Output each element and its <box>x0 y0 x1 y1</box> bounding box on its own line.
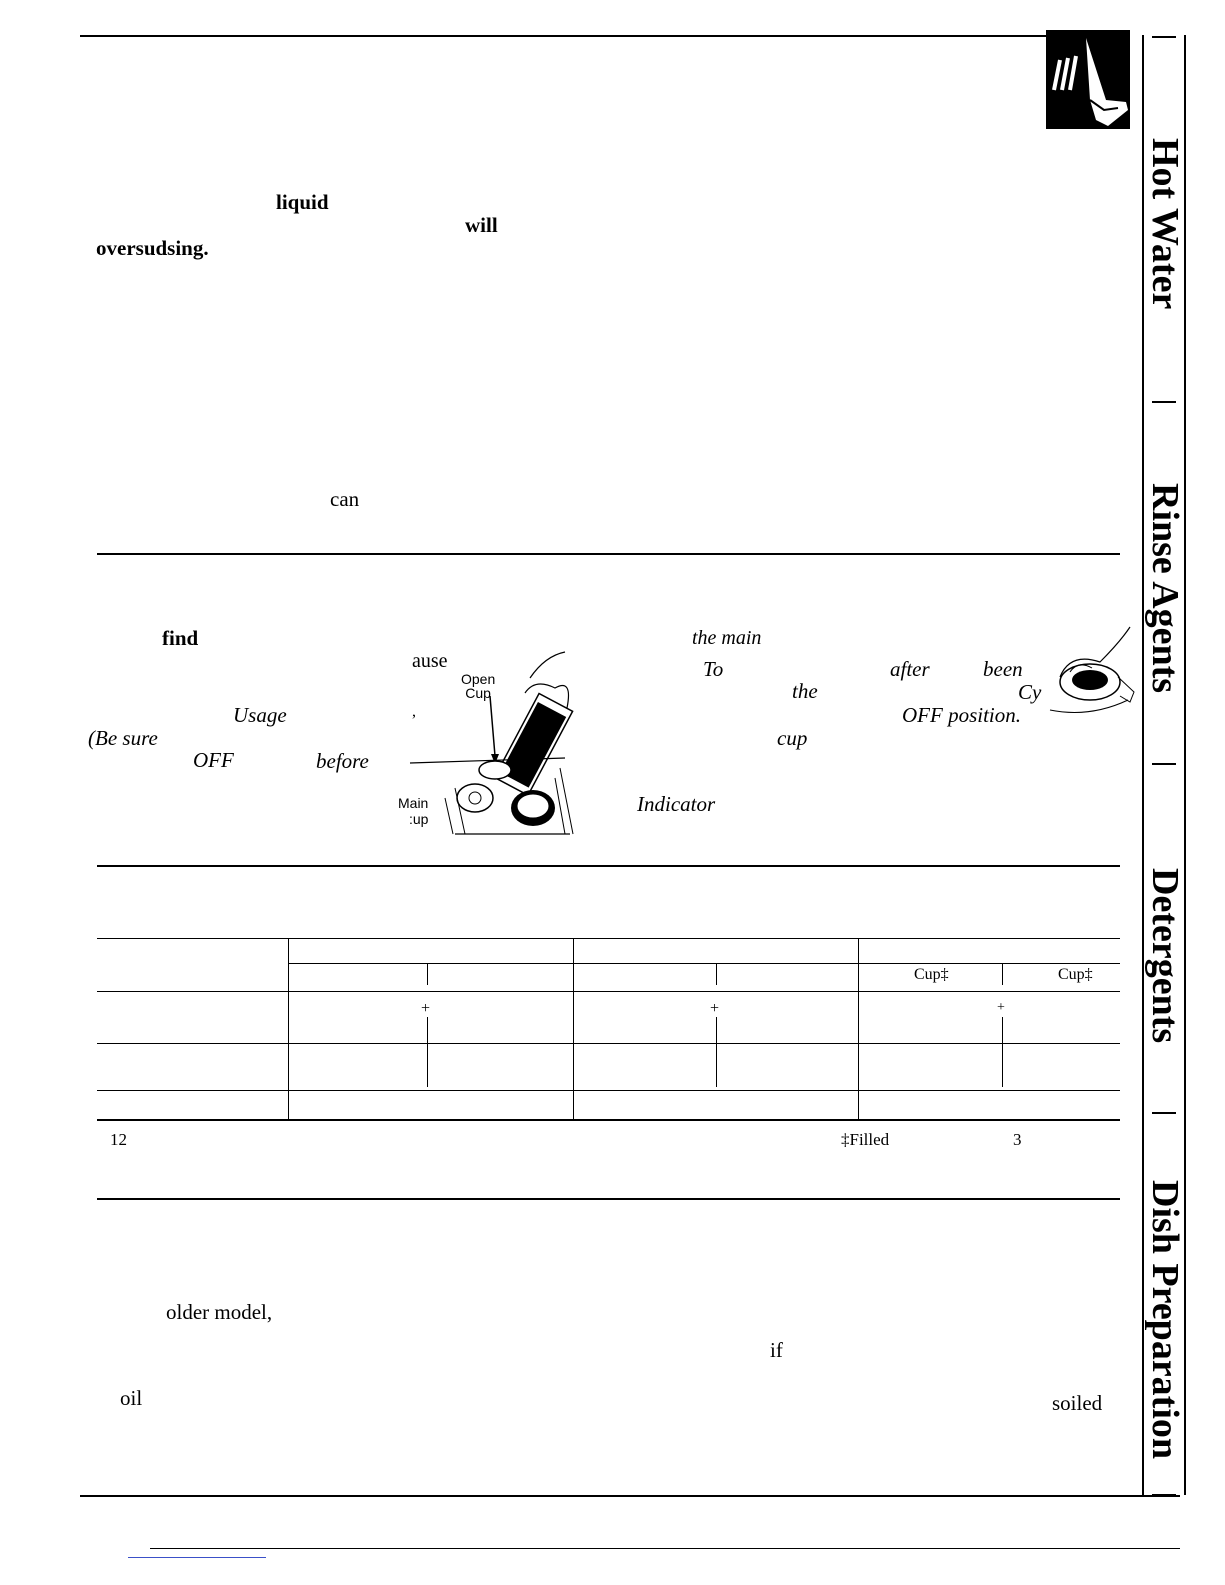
footer-rule <box>150 1548 1180 1549</box>
bottom-rule <box>80 1495 1180 1497</box>
word-oversudsing: oversudsing. <box>96 236 209 260</box>
table-plus-1: + <box>421 1000 431 1017</box>
word-been: been <box>983 657 1023 681</box>
word-if: if <box>770 1338 783 1362</box>
table-sub-rule <box>288 963 1120 964</box>
side-tab-divider-bottom <box>1152 1494 1176 1496</box>
word-soiled: soiled <box>1052 1391 1103 1415</box>
table-subcol-divider-1 <box>427 964 428 985</box>
side-tab-hot-water[interactable]: Hot Water <box>1144 138 1186 310</box>
open-cup-label: Open Cup <box>461 671 496 701</box>
table-plus-3: + <box>997 1000 1005 1015</box>
table-cell-divider-3 <box>1002 1017 1003 1087</box>
dispenser-illustration <box>395 648 580 840</box>
top-rule <box>80 35 1130 37</box>
table-row-rule-1 <box>97 991 1120 992</box>
table-subcol-divider-2 <box>716 964 717 985</box>
hand-pointer-icon <box>1046 30 1130 129</box>
word-off: OFF <box>193 748 234 772</box>
side-tab-divider-3 <box>1152 1112 1176 1114</box>
table-cell-divider-1 <box>427 1017 428 1087</box>
word-to: To <box>703 657 724 681</box>
section-rule-1 <box>97 553 1120 555</box>
word-the: the <box>792 679 818 703</box>
side-tab-detergents[interactable]: Detergents <box>1144 868 1186 1044</box>
table-row-rule-2 <box>97 1043 1120 1044</box>
word-cup: cup <box>777 726 808 750</box>
side-tab-divider-2 <box>1152 763 1176 765</box>
word-off-position: OFF position. <box>902 703 1021 727</box>
word-will: will <box>465 213 498 237</box>
word-the-main: the main <box>692 627 762 649</box>
table-col-divider-2 <box>573 938 574 1119</box>
table-top-rule <box>97 938 1120 939</box>
comma-fragment: , <box>412 703 416 720</box>
word-cycle-fragment: Cy <box>1018 680 1042 704</box>
word-usage: Usage <box>233 703 287 727</box>
table-row-rule-3 <box>97 1090 1120 1091</box>
word-can: can <box>330 487 360 511</box>
footnote-number: 3 <box>1013 1130 1022 1149</box>
word-before: before <box>316 749 369 773</box>
footer-link-underline <box>128 1557 266 1558</box>
table-bottom-rule <box>97 1119 1120 1121</box>
word-ause: ause <box>412 650 448 672</box>
word-older-model: older model, <box>166 1300 273 1324</box>
section-rule-3 <box>97 1198 1120 1200</box>
table-subcol-divider-3 <box>1002 964 1003 985</box>
side-tab-divider-1 <box>1152 401 1176 403</box>
word-oil: oil <box>120 1386 143 1410</box>
section-rule-2 <box>97 865 1120 867</box>
table-col-divider-3 <box>858 938 859 1119</box>
table-cell-divider-2 <box>716 1017 717 1087</box>
word-indicator: Indicator <box>637 792 716 816</box>
word-liquid: liquid <box>276 190 329 214</box>
word-after: after <box>890 657 930 681</box>
footnote-filled: ‡Filled <box>841 1130 890 1149</box>
table-plus-2: + <box>710 1000 720 1017</box>
side-tab-rinse-agents[interactable]: Rinse Agents <box>1144 483 1186 694</box>
table-header-cup-right: Cup‡ <box>1058 966 1093 983</box>
main-cup-label: Main <box>398 795 429 811</box>
side-tab-divider-top <box>1152 36 1176 38</box>
word-be-sure: (Be sure <box>88 726 158 750</box>
page-number: 12 <box>110 1130 127 1149</box>
cycle-knob-illustration <box>1030 622 1135 717</box>
word-find: find <box>162 626 199 650</box>
table-col-divider-1 <box>288 938 289 1119</box>
side-tab-dish-preparation[interactable]: Dish Preparation <box>1144 1180 1186 1460</box>
table-header-cup-left: Cup‡ <box>914 966 949 983</box>
cup-label-fragment: :up <box>409 811 429 827</box>
